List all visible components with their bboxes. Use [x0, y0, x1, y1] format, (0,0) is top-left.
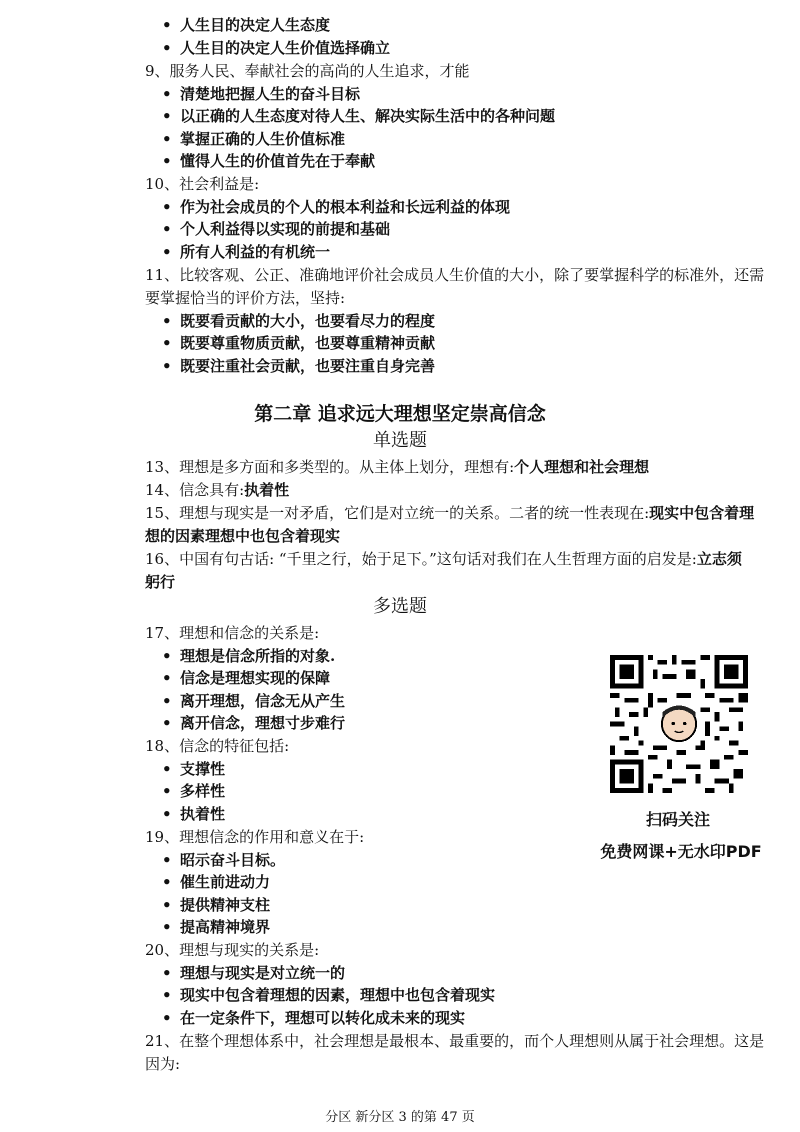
list-item: • 离开信念，理想寸步难行	[162, 714, 346, 732]
list-item: • 提高精神境界	[162, 918, 271, 936]
question-stem-cont: 要掌握恰当的评价方法，坚持:	[145, 289, 346, 307]
list-item: • 既要注重社会贡献，也要注重自身完善	[162, 357, 436, 375]
list-item: • 多样性	[162, 782, 226, 800]
section-heading: 单选题	[373, 430, 427, 451]
question-stem-cont: 因为:	[145, 1055, 181, 1073]
question-line: 13、理想是多方面和多类型的。从主体上划分，理想有:个人理想和社会理想	[145, 458, 650, 476]
list-item: • 理想与现实是对立统一的	[162, 964, 346, 982]
list-item: • 所有人利益的有机统一	[162, 243, 331, 261]
page-footer: 分区 新分区 3 的第 47 页	[325, 1110, 475, 1125]
qr-code-icon[interactable]	[610, 655, 748, 793]
list-item: • 执着性	[162, 805, 226, 823]
list-item: • 昭示奋斗目标。	[162, 851, 286, 869]
list-item: • 以正确的人生态度对待人生、解决实际生活中的各种问题	[162, 107, 556, 125]
question-stem: 19、理想信念的作用和意义在于:	[145, 828, 365, 846]
question-stem: 21、在整个理想体系中，社会理想是最根本、最重要的，而个人理想则从属于社会理想。这是	[145, 1032, 765, 1050]
question-stem: 11、比较客观、公正、准确地评价社会成员人生价值的大小，除了要掌握科学的标准外，还需	[145, 266, 765, 284]
answer: 立志须	[696, 550, 742, 568]
list-item: • 信念是理想实现的保障	[162, 669, 331, 687]
chapter-title: 第二章 追求远大理想坚定崇高信念	[254, 403, 546, 425]
list-item: • 人生目的决定人生价值选择确立	[162, 39, 391, 57]
list-item: • 提供精神支柱	[162, 896, 271, 914]
answer-cont: 躬行	[145, 573, 176, 591]
list-item: • 在一定条件下，理想可以转化成未来的现实	[162, 1009, 466, 1027]
qr-subcaption: 免费网课+无水印PDF	[600, 842, 762, 861]
list-item: • 个人利益得以实现的前提和基础	[162, 220, 391, 238]
list-item: • 人生目的决定人生态度	[162, 16, 331, 34]
list-item: • 催生前进动力	[162, 873, 271, 891]
list-item: • 清楚地把握人生的奋斗目标	[162, 85, 361, 103]
list-item: • 掌握正确的人生价值标准	[162, 130, 346, 148]
list-item: • 理想是信念所指的对象.	[162, 647, 336, 665]
question-line: 16、中国有句古话: “千里之行，始于足下。”这句话对我们在人生哲理方面的启发是:立志须	[145, 550, 742, 568]
question-stem: 10、社会利益是:	[145, 175, 260, 193]
section-heading: 多选题	[373, 596, 427, 617]
question-line: 14、信念具有:执着性	[145, 481, 290, 499]
answer: 现实中包含着理	[649, 504, 755, 522]
question-line: 15、理想与现实是一对矛盾，它们是对立统一的关系。二者的统一性表现在:现实中包含着理	[145, 504, 755, 522]
question-stem: 17、理想和信念的关系是:	[145, 624, 320, 642]
answer: 个人理想和社会理想	[514, 458, 650, 476]
question-stem: 9、服务人民、奉献社会的高尚的人生追求，才能	[145, 62, 470, 80]
list-item: • 既要看贡献的大小，也要看尽力的程度	[162, 312, 436, 330]
list-item: • 支撑性	[162, 760, 226, 778]
list-item: • 离开理想，信念无从产生	[162, 692, 346, 710]
answer: 执着性	[244, 481, 290, 499]
question-stem: 20、理想与现实的关系是:	[145, 941, 320, 959]
answer-cont: 想的因素理想中也包含着现实	[145, 527, 341, 545]
list-item: • 现实中包含着理想的因素，理想中也包含着现实	[162, 986, 496, 1004]
question-stem: 18、信念的特征包括:	[145, 737, 290, 755]
list-item: • 既要尊重物质贡献，也要尊重精神贡献	[162, 334, 436, 352]
qr-caption: 扫码关注	[645, 810, 710, 829]
list-item: • 作为社会成员的个人的根本利益和长远利益的体现	[162, 198, 511, 216]
list-item: • 懂得人生的价值首先在于奉献	[162, 152, 376, 170]
